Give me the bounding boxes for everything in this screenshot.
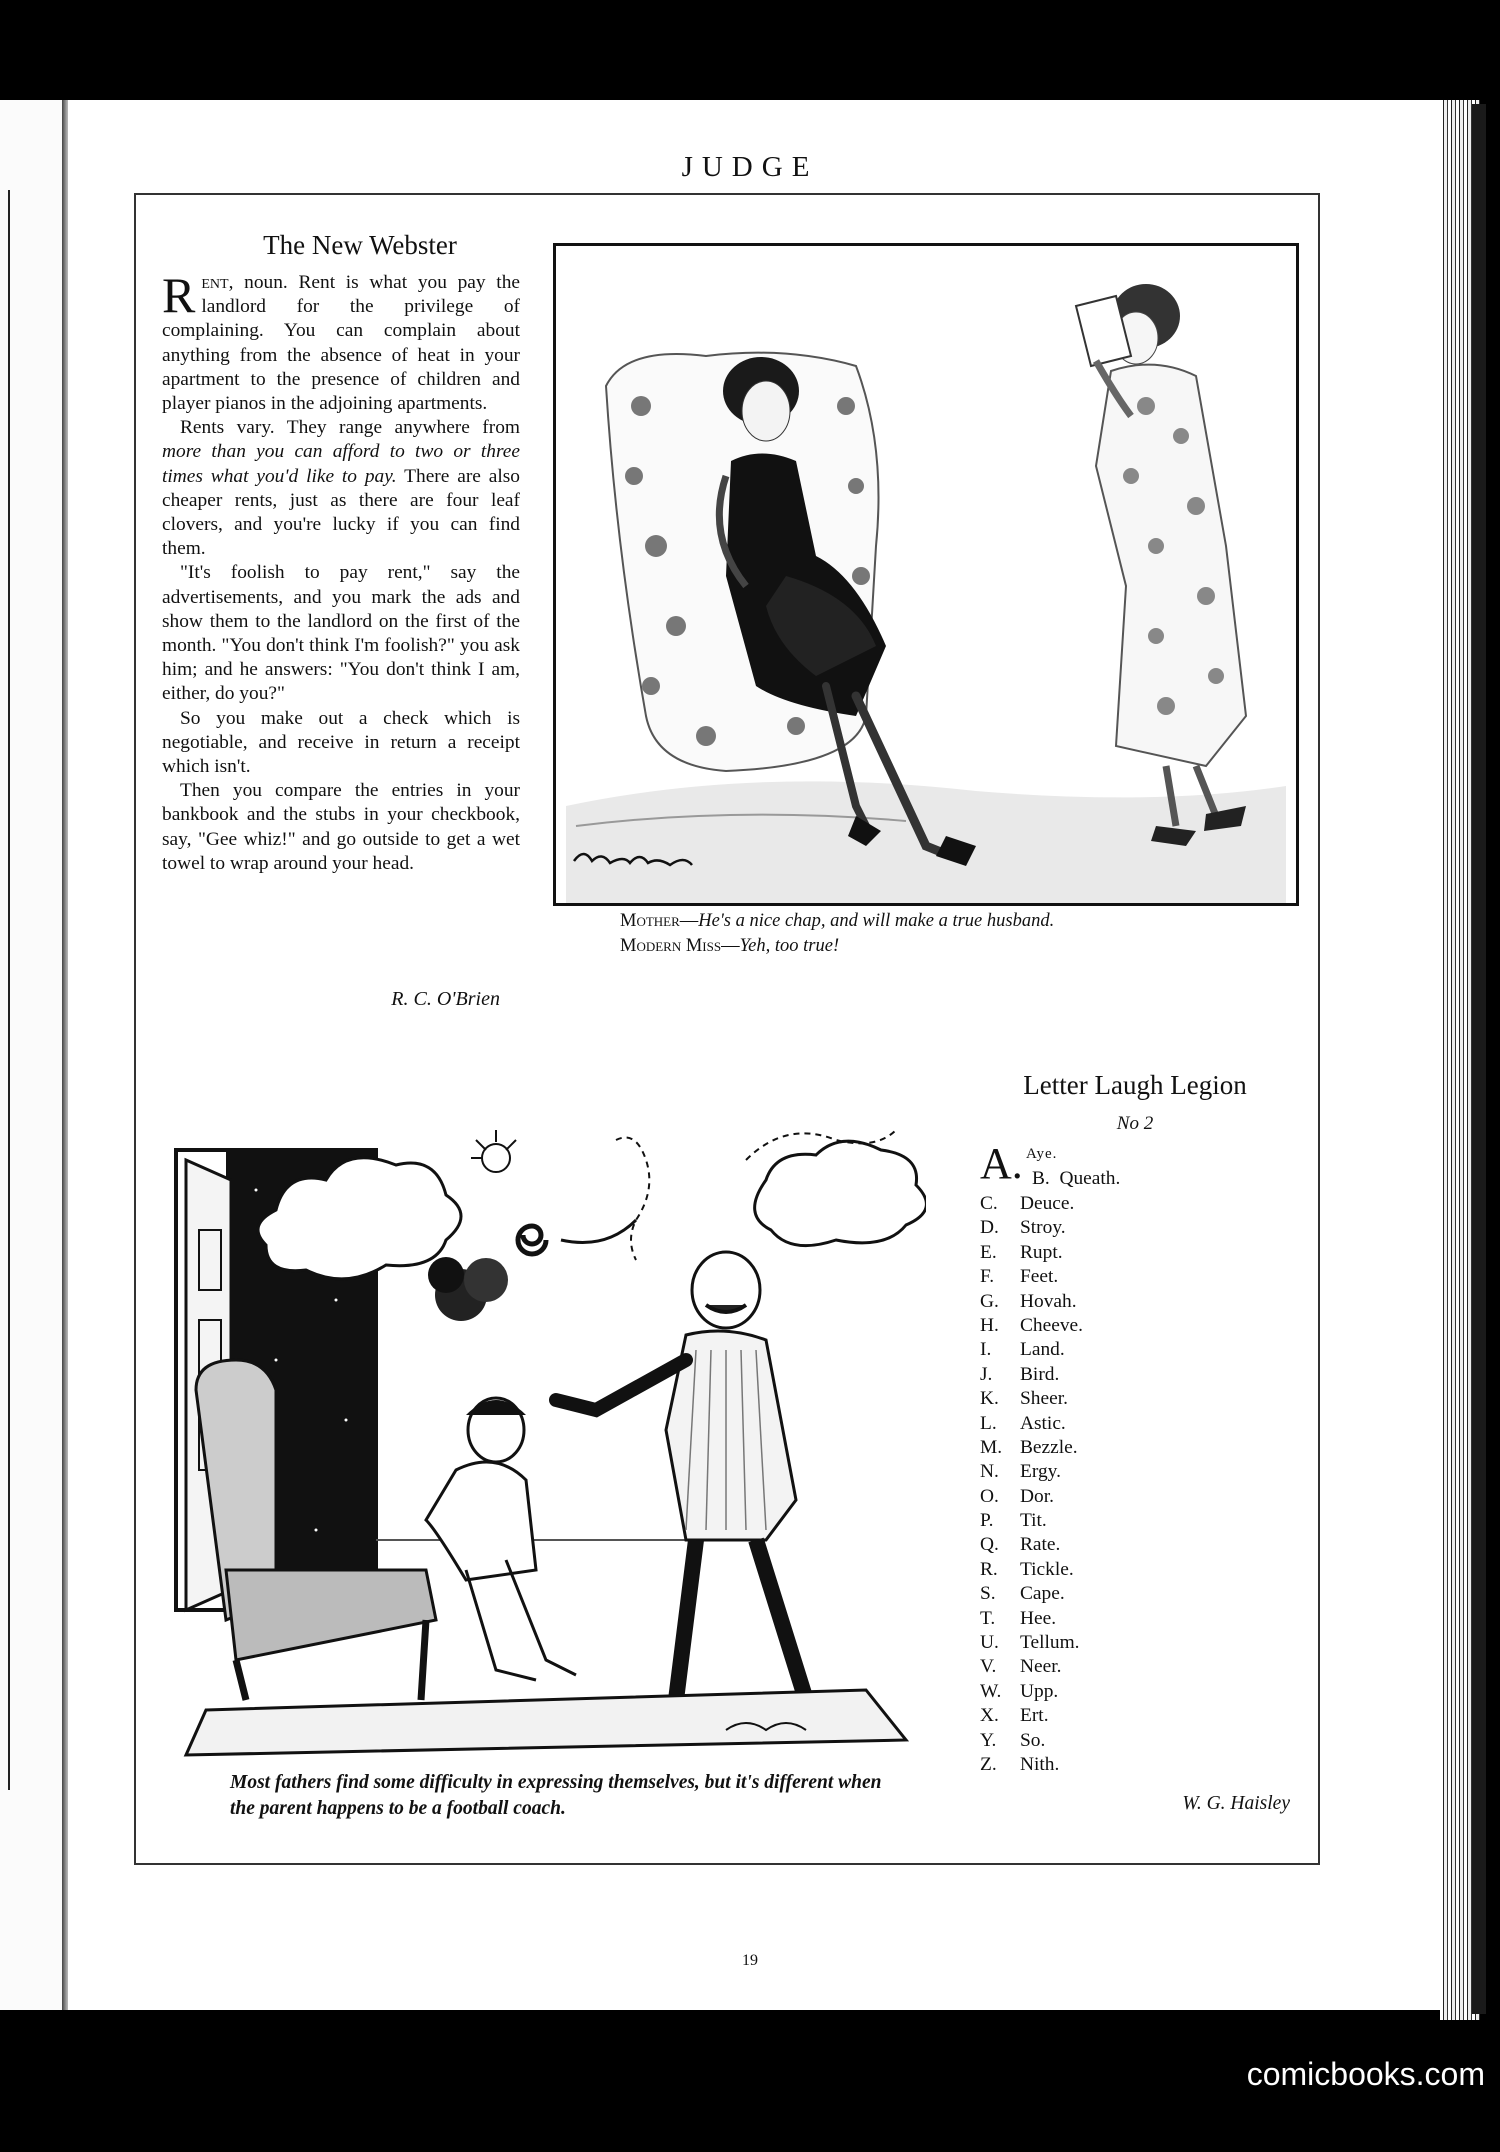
list-item: [980, 1729, 1240, 1753]
list-item: [980, 1436, 1240, 1460]
legion-title: Letter Laugh Legion: [1023, 1070, 1247, 1100]
list-letter: H.: [980, 1314, 999, 1336]
illustration-drawing: [556, 246, 1296, 903]
list-word: Hee.: [1020, 1607, 1057, 1629]
list-word: Sheer.: [1020, 1388, 1068, 1410]
list-word: Bezzle.: [1020, 1436, 1078, 1458]
paragraph: "It's foolish to pay rent," say the advertisements, and you mark the ads and show them to the landlord on the first of the month. "You don't think I'm foolish?" you ask him; and he answers: "You don't think I am, either, do you?": [162, 562, 520, 705]
paragraph: Then you compare the entries in your bankbook and the stubs in your checkbook, say, "Gee whiz!" and go outside to get a wet towel to wrap around your head.: [162, 780, 520, 874]
list-item: [980, 1338, 1240, 1362]
caption-text: He's a nice chap, and will make a true husband.: [698, 911, 1055, 931]
caption-speaker: Modern Miss: [620, 936, 722, 956]
list-word: Hovah.: [1020, 1290, 1077, 1312]
list-word: Deuce.: [1020, 1193, 1075, 1214]
binding-shadow: [1472, 104, 1486, 2014]
caption-speaker: Mother: [620, 911, 680, 931]
paragraph-text: There are also cheaper rents, just as there are four leaf clovers, and you're lucky if you can find them.: [162, 465, 520, 560]
article-author: R. C. O'Brien: [391, 988, 500, 1010]
list-letter: X.: [980, 1705, 999, 1727]
list-item: [980, 1582, 1240, 1606]
list-letter: Y.: [980, 1729, 997, 1751]
list-word: Tit.: [1020, 1510, 1047, 1532]
list-word: So.: [1020, 1729, 1046, 1751]
big-letter-a: A.: [980, 1139, 1023, 1188]
list-letter: B.: [1032, 1168, 1050, 1189]
list-item: [980, 1655, 1240, 1679]
list-word: Cheeve.: [1020, 1314, 1083, 1336]
list-letter: N.: [980, 1461, 999, 1483]
illustration-mother-and-daughter: [553, 243, 1299, 906]
list-letter: D.: [980, 1217, 999, 1239]
list-word: Rate.: [1020, 1534, 1061, 1556]
list-word: Stroy.: [1020, 1217, 1066, 1239]
legion-rows: [980, 1192, 1240, 1777]
watermark: comicbooks.com: [1246, 2056, 1485, 2092]
list-item: [980, 1680, 1240, 1704]
paragraph-text: , noun. Rent is what you pay the landlord for the privilege of complaining. You can complain about anything from the absence of heat in your apartment to the presence of children and player pianos in the adjoining apartments.: [162, 272, 520, 415]
list-letter: L.: [980, 1412, 997, 1434]
list-word: Queath.: [1059, 1168, 1121, 1189]
paragraph: [162, 416, 520, 561]
legion-author: W. G. Haisley: [1182, 1793, 1290, 1814]
legion-subtitle: No 2: [1116, 1113, 1154, 1134]
article-body: [162, 267, 520, 876]
list-item: [980, 1363, 1240, 1387]
list-item: [980, 1216, 1240, 1240]
list-letter: W.: [980, 1680, 1002, 1702]
list-letter: R.: [980, 1558, 998, 1580]
illustration-football-coach: [166, 1100, 926, 2152]
list-word: Astic.: [1020, 1412, 1066, 1434]
list-item: [980, 1241, 1240, 1265]
list-item: [980, 1533, 1240, 1557]
illustration-caption: [620, 909, 1260, 959]
list-letter: T.: [980, 1607, 996, 1629]
list-word: Neer.: [1020, 1656, 1062, 1678]
drop-cap: R: [162, 267, 196, 323]
list-letter: U.: [980, 1632, 999, 1654]
list-letter: M.: [980, 1436, 1003, 1458]
list-item: [980, 1314, 1240, 1338]
list-letter: O.: [980, 1485, 999, 1507]
list-item: [980, 1192, 1240, 1216]
legion-list: [980, 1140, 1240, 1777]
list-letter: V.: [980, 1656, 997, 1678]
list-word: Upp.: [1020, 1680, 1059, 1702]
caption-line: Mother—He's a nice chap, and will make a true husband.: [620, 911, 1055, 931]
list-letter: F.: [980, 1266, 995, 1288]
list-item: [980, 1387, 1240, 1411]
list-item: [980, 1412, 1240, 1436]
list-item: [980, 1607, 1240, 1631]
paragraph: [162, 267, 520, 416]
caption-text: Yeh, too true!: [739, 936, 840, 956]
left-page-sliver: [0, 100, 62, 2010]
list-word: Bird.: [1020, 1363, 1060, 1385]
list-letter: I.: [980, 1339, 992, 1361]
caption-line: Modern Miss—Yeh, too true!: [620, 936, 840, 956]
list-item: [980, 1460, 1240, 1484]
list-item: [980, 1631, 1240, 1655]
paragraph: So you make out a check which is negotiable, and receive in return a receipt which isn't.: [162, 707, 520, 778]
list-letter: Z.: [980, 1753, 997, 1775]
list-word: Nith.: [1020, 1753, 1060, 1775]
article-title: The New Webster: [263, 230, 457, 260]
list-item-b: [1032, 1168, 1120, 1190]
paragraph-text: Rents vary. They range anywhere from: [180, 417, 520, 439]
list-letter: P.: [980, 1510, 994, 1532]
list-word: Ergy.: [1020, 1461, 1061, 1483]
list-letter: J.: [980, 1363, 993, 1385]
magazine-title: JUDGE: [681, 151, 819, 183]
list-word: Tellum.: [1020, 1632, 1080, 1654]
list-word: Aye.: [1026, 1146, 1058, 1162]
list-word: Rupt.: [1020, 1241, 1063, 1263]
first-word: ent: [201, 272, 229, 293]
list-word: Ert.: [1020, 1705, 1049, 1727]
list-word: Feet.: [1020, 1266, 1059, 1288]
list-letter: K.: [980, 1388, 999, 1410]
list-item: [980, 1265, 1240, 1289]
list-item: [980, 1509, 1240, 1533]
list-word: Dor.: [1020, 1485, 1054, 1507]
list-item: [980, 1753, 1240, 1777]
list-word: Cape.: [1020, 1583, 1065, 1605]
list-letter: C.: [980, 1193, 998, 1214]
list-item: [980, 1558, 1240, 1582]
emphasis: more than you can afford to two or three times what you'd like to pay.: [162, 441, 520, 487]
list-letter: S.: [980, 1583, 996, 1605]
list-item: [980, 1140, 1240, 1192]
list-word: Tickle.: [1020, 1558, 1074, 1580]
list-item: [980, 1485, 1240, 1509]
list-word: Land.: [1020, 1339, 1065, 1361]
illustration-caption: Most fathers find some difficulty in expressing themselves, but it's different when the parent happens to be a football coach.: [230, 1772, 882, 1819]
page-number: 19: [742, 1952, 758, 1969]
list-item: [980, 1704, 1240, 1728]
illustration-drawing: [166, 1100, 926, 1760]
list-letter: G.: [980, 1290, 999, 1312]
list-item: [980, 1290, 1240, 1314]
list-letter: Q.: [980, 1534, 999, 1556]
list-letter: E.: [980, 1241, 997, 1263]
